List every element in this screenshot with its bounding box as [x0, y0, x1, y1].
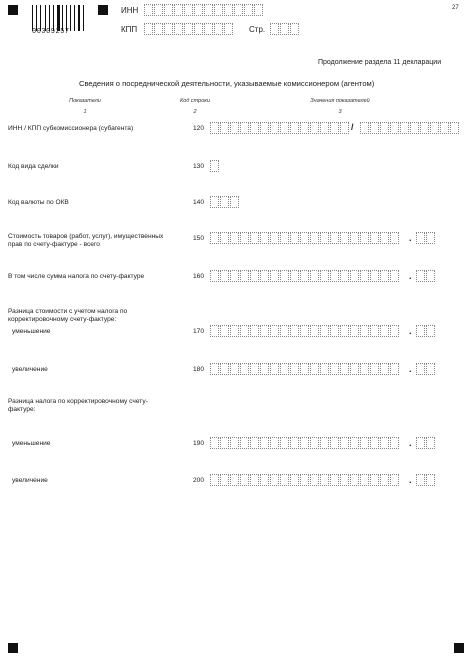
entry-cell[interactable] — [370, 270, 379, 282]
entry-cell[interactable] — [244, 4, 253, 16]
entry-cell[interactable] — [220, 437, 229, 449]
entry-cell[interactable] — [290, 325, 299, 337]
entry-cell[interactable] — [270, 363, 279, 375]
entry-cell[interactable] — [250, 474, 259, 486]
total-cost-kop-cells[interactable] — [416, 232, 436, 244]
entry-cell[interactable] — [416, 437, 425, 449]
entry-cell[interactable] — [330, 270, 339, 282]
page-number: 27 — [452, 5, 459, 11]
entry-cell[interactable] — [360, 232, 369, 244]
entry-cell[interactable] — [260, 270, 269, 282]
inn-subagent-cells[interactable] — [210, 122, 350, 134]
cost-increase-dot: . — [409, 364, 412, 374]
row-code-120: 120 — [192, 125, 204, 132]
row-label-160: В том числе сумма налога по счету-фактуре — [8, 273, 145, 280]
entry-cell[interactable] — [380, 122, 389, 134]
section-title: Сведения о посреднической деятельности, указываемые комиссионером (агентом) — [79, 79, 375, 88]
corner-marker-top-left — [8, 5, 18, 15]
entry-cell[interactable] — [360, 437, 369, 449]
entry-cell[interactable] — [330, 437, 339, 449]
entry-cell[interactable] — [300, 474, 309, 486]
entry-cell[interactable] — [430, 122, 439, 134]
entry-cell[interactable] — [220, 325, 229, 337]
tax-decrease-rub-cells[interactable] — [210, 437, 400, 449]
entry-cell[interactable] — [350, 325, 359, 337]
tax-increase-rub-cells[interactable] — [210, 474, 400, 486]
entry-cell[interactable] — [350, 232, 359, 244]
entry-cell[interactable] — [380, 270, 389, 282]
tax-amount-rub-cells[interactable] — [210, 270, 400, 282]
cost-increase-kop-cells[interactable] — [416, 363, 436, 375]
entry-cell[interactable] — [270, 270, 279, 282]
entry-cell[interactable] — [204, 4, 213, 16]
col-header-code: Код строки — [180, 98, 210, 104]
entry-cell[interactable] — [280, 232, 289, 244]
entry-cell[interactable] — [230, 325, 239, 337]
entry-cell[interactable] — [270, 437, 279, 449]
entry-cell[interactable] — [210, 474, 219, 486]
row-label-140: Код валюты по ОКВ — [8, 199, 69, 206]
entry-cell[interactable] — [210, 196, 219, 208]
entry-cell[interactable] — [194, 4, 203, 16]
cost-difference-heading: Разница стоимости с учетом налога по корректировочному счету-фактуре: — [8, 308, 128, 323]
entry-cell[interactable] — [290, 232, 299, 244]
entry-cell[interactable] — [280, 270, 289, 282]
entry-cell[interactable] — [210, 270, 219, 282]
entry-cell[interactable] — [390, 270, 399, 282]
entry-cell[interactable] — [240, 363, 249, 375]
entry-cell[interactable] — [194, 23, 203, 35]
entry-cell[interactable] — [240, 270, 249, 282]
entry-cell[interactable] — [290, 270, 299, 282]
entry-cell[interactable] — [270, 325, 279, 337]
entry-cell[interactable] — [416, 232, 425, 244]
entry-cell[interactable] — [260, 122, 269, 134]
entry-cell[interactable] — [310, 363, 319, 375]
tax-decrease-dot: . — [409, 438, 412, 448]
entry-cell[interactable] — [240, 325, 249, 337]
entry-cell[interactable] — [380, 232, 389, 244]
entry-cell[interactable] — [220, 122, 229, 134]
entry-cell[interactable] — [214, 23, 223, 35]
entry-cell[interactable] — [390, 325, 399, 337]
entry-cell[interactable] — [250, 437, 259, 449]
entry-cell[interactable] — [330, 122, 339, 134]
cost-decrease-dot: . — [409, 326, 412, 336]
entry-cell[interactable] — [250, 325, 259, 337]
entry-cell[interactable] — [340, 325, 349, 337]
entry-cell[interactable] — [450, 122, 459, 134]
entry-cell[interactable] — [360, 474, 369, 486]
cost-decrease-rub-cells[interactable] — [210, 325, 400, 337]
entry-cell[interactable] — [340, 437, 349, 449]
entry-cell[interactable] — [300, 437, 309, 449]
row-label-190: уменьшение — [12, 440, 51, 447]
entry-cell[interactable] — [370, 122, 379, 134]
entry-cell[interactable] — [300, 122, 309, 134]
total-cost-rub-cells[interactable] — [210, 232, 400, 244]
entry-cell[interactable] — [260, 232, 269, 244]
entry-cell[interactable] — [210, 437, 219, 449]
entry-cell[interactable] — [260, 363, 269, 375]
entry-cell[interactable] — [154, 4, 163, 16]
entry-cell[interactable] — [300, 232, 309, 244]
deal-type-cells[interactable] — [210, 160, 220, 172]
entry-cell[interactable] — [340, 232, 349, 244]
entry-cell[interactable] — [416, 363, 425, 375]
entry-cell[interactable] — [280, 325, 289, 337]
entry-cell[interactable] — [390, 363, 399, 375]
entry-cell[interactable] — [270, 232, 279, 244]
entry-cell[interactable] — [310, 232, 319, 244]
entry-cell[interactable] — [340, 363, 349, 375]
entry-cell[interactable] — [426, 363, 435, 375]
entry-cell[interactable] — [220, 196, 229, 208]
entry-cell[interactable] — [230, 363, 239, 375]
entry-cell[interactable] — [144, 4, 153, 16]
entry-cell[interactable] — [390, 122, 399, 134]
row-code-150: 150 — [192, 235, 204, 242]
inn-cells[interactable] — [144, 4, 264, 16]
entry-cell[interactable] — [164, 23, 173, 35]
entry-cell[interactable] — [330, 232, 339, 244]
entry-cell[interactable] — [290, 363, 299, 375]
col-number-2: 2 — [193, 109, 197, 115]
entry-cell[interactable] — [340, 474, 349, 486]
entry-cell[interactable] — [174, 23, 183, 35]
entry-cell[interactable] — [300, 363, 309, 375]
entry-cell[interactable] — [220, 232, 229, 244]
entry-cell[interactable] — [426, 232, 435, 244]
entry-cell[interactable] — [320, 270, 329, 282]
barcode-number: 00309257 — [32, 28, 70, 36]
tax-amount-dot: . — [409, 271, 412, 281]
entry-cell[interactable] — [416, 270, 425, 282]
tax-increase-kop-cells[interactable] — [416, 474, 436, 486]
entry-cell[interactable] — [250, 232, 259, 244]
entry-cell[interactable] — [290, 23, 299, 35]
row-label-200: увеличение — [12, 477, 48, 484]
entry-cell[interactable] — [260, 437, 269, 449]
kpp-subagent-cells[interactable] — [360, 122, 460, 134]
entry-cell[interactable] — [204, 23, 213, 35]
cost-increase-rub-cells[interactable] — [210, 363, 400, 375]
entry-cell[interactable] — [144, 23, 153, 35]
entry-cell[interactable] — [290, 474, 299, 486]
entry-cell[interactable] — [390, 437, 399, 449]
entry-cell[interactable] — [254, 4, 263, 16]
entry-cell[interactable] — [270, 474, 279, 486]
entry-cell[interactable] — [210, 325, 219, 337]
entry-cell[interactable] — [426, 270, 435, 282]
total-cost-dot: . — [409, 233, 412, 243]
entry-cell[interactable] — [416, 325, 425, 337]
entry-cell[interactable] — [280, 122, 289, 134]
row-code-190: 190 — [192, 440, 204, 447]
entry-cell[interactable] — [250, 270, 259, 282]
tax-difference-heading: Разница налога по корректировочному счету-фактуре: — [8, 398, 148, 413]
entry-cell[interactable] — [270, 23, 279, 35]
entry-cell[interactable] — [310, 325, 319, 337]
entry-cell[interactable] — [440, 122, 449, 134]
entry-cell[interactable] — [370, 474, 379, 486]
corner-marker-bottom-left — [8, 643, 18, 653]
entry-cell[interactable] — [230, 196, 239, 208]
kpp-cells[interactable] — [144, 23, 234, 35]
entry-cell[interactable] — [380, 325, 389, 337]
entry-cell[interactable] — [164, 4, 173, 16]
entry-cell[interactable] — [410, 122, 419, 134]
entry-cell[interactable] — [230, 122, 239, 134]
entry-cell[interactable] — [210, 122, 219, 134]
entry-cell[interactable] — [214, 4, 223, 16]
entry-cell[interactable] — [230, 437, 239, 449]
col-number-1: 1 — [83, 109, 87, 115]
entry-cell[interactable] — [310, 437, 319, 449]
entry-cell[interactable] — [426, 437, 435, 449]
entry-cell[interactable] — [320, 363, 329, 375]
entry-cell[interactable] — [184, 4, 193, 16]
continuation-label: Продолжение раздела 11 декларации — [318, 59, 442, 66]
entry-cell[interactable] — [360, 270, 369, 282]
entry-cell[interactable] — [280, 23, 289, 35]
entry-cell[interactable] — [390, 232, 399, 244]
entry-cell[interactable] — [270, 122, 279, 134]
row-label-130: Код вида сделки — [8, 163, 59, 170]
entry-cell[interactable] — [426, 325, 435, 337]
entry-cell[interactable] — [416, 474, 425, 486]
entry-cell[interactable] — [370, 363, 379, 375]
entry-cell[interactable] — [290, 122, 299, 134]
entry-cell[interactable] — [184, 23, 193, 35]
entry-cell[interactable] — [230, 474, 239, 486]
entry-cell[interactable] — [340, 122, 349, 134]
corner-marker-bottom-right — [454, 643, 464, 653]
entry-cell[interactable] — [230, 270, 239, 282]
entry-cell[interactable] — [370, 232, 379, 244]
entry-cell[interactable] — [260, 325, 269, 337]
entry-cell[interactable] — [320, 437, 329, 449]
currency-code-cells[interactable] — [210, 196, 240, 208]
tax-decrease-kop-cells[interactable] — [416, 437, 436, 449]
entry-cell[interactable] — [330, 474, 339, 486]
kpp-label: КПП — [121, 25, 138, 34]
entry-cell[interactable] — [250, 363, 259, 375]
entry-cell[interactable] — [220, 270, 229, 282]
entry-cell[interactable] — [234, 4, 243, 16]
row-code-130: 130 — [192, 163, 204, 170]
corner-marker-top-center — [98, 5, 108, 15]
entry-cell[interactable] — [230, 232, 239, 244]
inn-kpp-slash: / — [351, 122, 354, 132]
cost-decrease-kop-cells[interactable] — [416, 325, 436, 337]
entry-cell[interactable] — [280, 363, 289, 375]
col-header-values: Значения показателей — [310, 98, 370, 104]
entry-cell[interactable] — [400, 122, 409, 134]
entry-cell[interactable] — [220, 474, 229, 486]
page-label: Стр. — [249, 25, 266, 34]
entry-cell[interactable] — [426, 474, 435, 486]
row-code-180: 180 — [192, 366, 204, 373]
row-label-170: уменьшение — [12, 328, 51, 335]
entry-cell[interactable] — [210, 363, 219, 375]
entry-cell[interactable] — [310, 122, 319, 134]
entry-cell[interactable] — [370, 325, 379, 337]
entry-cell[interactable] — [340, 270, 349, 282]
entry-cell[interactable] — [154, 23, 163, 35]
row-code-160: 160 — [192, 273, 204, 280]
entry-cell[interactable] — [320, 474, 329, 486]
page-cells[interactable] — [270, 23, 300, 35]
entry-cell[interactable] — [240, 122, 249, 134]
entry-cell[interactable] — [220, 363, 229, 375]
row-code-140: 140 — [192, 199, 204, 206]
entry-cell[interactable] — [380, 437, 389, 449]
entry-cell[interactable] — [330, 363, 339, 375]
tax-increase-dot: . — [409, 475, 412, 485]
entry-cell[interactable] — [420, 122, 429, 134]
entry-cell[interactable] — [250, 122, 259, 134]
row-label-120: ИНН / КПП субкомиссионера (субагента) — [8, 125, 134, 132]
entry-cell[interactable] — [370, 437, 379, 449]
col-number-3: 3 — [338, 109, 342, 115]
entry-cell[interactable] — [350, 363, 359, 375]
col-header-indicators: Показатели — [69, 98, 101, 104]
entry-cell[interactable] — [280, 474, 289, 486]
entry-cell[interactable] — [224, 23, 233, 35]
entry-cell[interactable] — [240, 474, 249, 486]
entry-cell[interactable] — [320, 232, 329, 244]
entry-cell[interactable] — [380, 363, 389, 375]
row-code-170: 170 — [192, 328, 204, 335]
entry-cell[interactable] — [320, 325, 329, 337]
entry-cell[interactable] — [210, 232, 219, 244]
entry-cell[interactable] — [320, 122, 329, 134]
row-code-200: 200 — [192, 477, 204, 484]
entry-cell[interactable] — [360, 325, 369, 337]
entry-cell[interactable] — [380, 474, 389, 486]
row-label-150: Стоимость товаров (работ, услуг), имущественных прав по счету-фактуре - всего — [8, 233, 164, 248]
entry-cell[interactable] — [174, 4, 183, 16]
entry-cell[interactable] — [360, 363, 369, 375]
entry-cell[interactable] — [224, 4, 233, 16]
entry-cell[interactable] — [310, 270, 319, 282]
entry-cell[interactable] — [310, 474, 319, 486]
entry-cell[interactable] — [260, 474, 269, 486]
entry-cell[interactable] — [350, 474, 359, 486]
entry-cell[interactable] — [240, 437, 249, 449]
row-label-180: увеличение — [12, 366, 48, 373]
entry-cell[interactable] — [240, 232, 249, 244]
tax-amount-kop-cells[interactable] — [416, 270, 436, 282]
entry-cell[interactable] — [350, 437, 359, 449]
entry-cell[interactable] — [280, 437, 289, 449]
entry-cell[interactable] — [360, 122, 369, 134]
entry-cell[interactable] — [330, 325, 339, 337]
entry-cell[interactable] — [300, 270, 309, 282]
entry-cell[interactable] — [290, 437, 299, 449]
entry-cell[interactable] — [300, 325, 309, 337]
entry-cell[interactable] — [350, 270, 359, 282]
entry-cell[interactable] — [390, 474, 399, 486]
inn-label: ИНН — [121, 6, 139, 15]
entry-cell[interactable] — [210, 160, 219, 172]
